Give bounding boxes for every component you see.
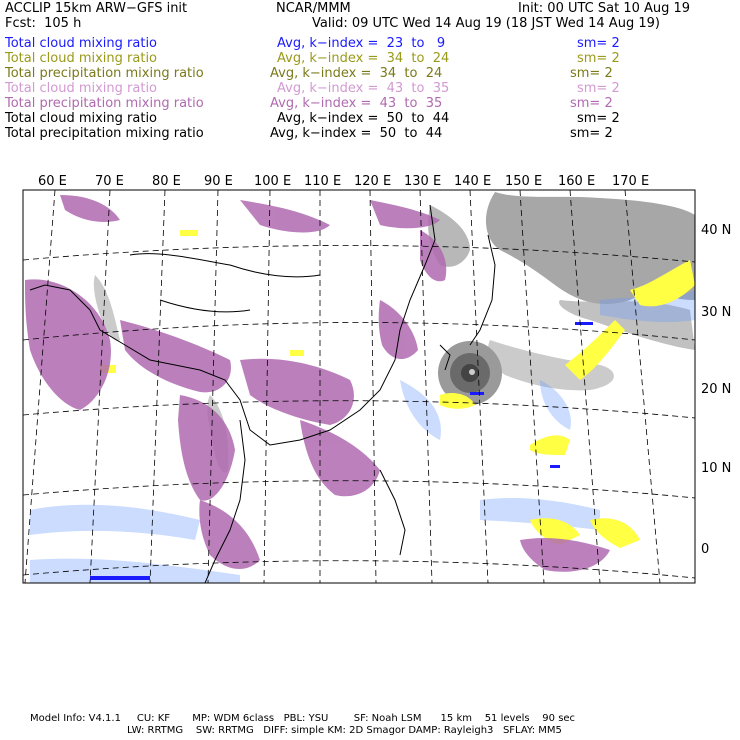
lon-label: 130 E: [404, 174, 442, 189]
model-info-line2: LW: RRTMG SW: RRTMG DIFF: simple KM: 2D Smagor DAMP: Rayleigh3 SFLAY: MM5: [127, 725, 562, 736]
legend-sm: sm= 2: [577, 111, 620, 126]
legend-avg: Avg, k−index = 50 to 44: [277, 111, 450, 126]
lon-label: 100 E: [254, 174, 292, 189]
latitude-labels: [701, 223, 731, 557]
lat-label: 10 N: [701, 461, 732, 476]
legend-field: Total precipitation mixing ratio: [5, 66, 204, 81]
model-title: ACCLIP 15km ARW−GFS init: [5, 1, 188, 16]
lat-label: 20 N: [701, 382, 732, 397]
valid-time: Valid: 09 UTC Wed 14 Aug 19 (18 JST Wed 14 Aug 19): [312, 16, 660, 31]
lon-label: 60 E: [38, 174, 67, 189]
lon-label: 160 E: [558, 174, 596, 189]
legend-avg: Avg, k−index = 43 to 35: [270, 96, 443, 111]
org-label: NCAR/MMM: [276, 1, 351, 16]
legend-field: Total cloud mixing ratio: [5, 111, 158, 126]
legend-field: Total cloud mixing ratio: [5, 81, 158, 96]
legend-avg: Avg, k−index = 43 to 35: [277, 81, 450, 96]
lon-label: 150 E: [505, 174, 543, 189]
init-time: Init: 00 UTC Sat 10 Aug 19: [518, 1, 691, 16]
lon-label: 90 E: [204, 174, 233, 189]
forecast-hour: Fcst: 105 h: [5, 16, 82, 31]
lon-label: 120 E: [354, 174, 392, 189]
lat-label: 0: [701, 542, 710, 557]
lat-label: 40 N: [701, 223, 732, 238]
legend-field: Total cloud mixing ratio: [5, 51, 158, 66]
lon-label: 110 E: [304, 174, 342, 189]
legend-field: Total precipitation mixing ratio: [5, 126, 204, 141]
legend-field: Total precipitation mixing ratio: [5, 96, 204, 111]
legend-sm: sm= 2: [577, 51, 620, 66]
legend-avg: Avg, k−index = 34 to 24: [270, 66, 443, 81]
legend-avg: Avg, k−index = 50 to 44: [270, 126, 443, 141]
legend-avg: Avg, k−index = 23 to 9: [277, 36, 446, 51]
legend-field: Total cloud mixing ratio: [5, 36, 158, 51]
map-content: [23, 190, 695, 583]
model-info-line1: Model Info: V4.1.1 CU: KF MP: WDM 6class PBL: YSU SF: Noah LSM 15 km 51 levels 90 sec: [30, 713, 576, 724]
legend-sm: sm= 2: [570, 96, 613, 111]
legend-sm: sm= 2: [577, 36, 620, 51]
lat-label: 30 N: [701, 305, 732, 320]
longitude-labels: [38, 174, 649, 189]
legend-avg: Avg, k−index = 34 to 24: [277, 51, 450, 66]
lon-label: 70 E: [95, 174, 124, 189]
legend-sm: sm= 2: [570, 126, 613, 141]
legend-sm: sm= 2: [577, 81, 620, 96]
lon-label: 170 E: [612, 174, 650, 189]
legend-sm: sm= 2: [570, 66, 613, 81]
lon-label: 140 E: [454, 174, 492, 189]
lon-label: 80 E: [152, 174, 181, 189]
